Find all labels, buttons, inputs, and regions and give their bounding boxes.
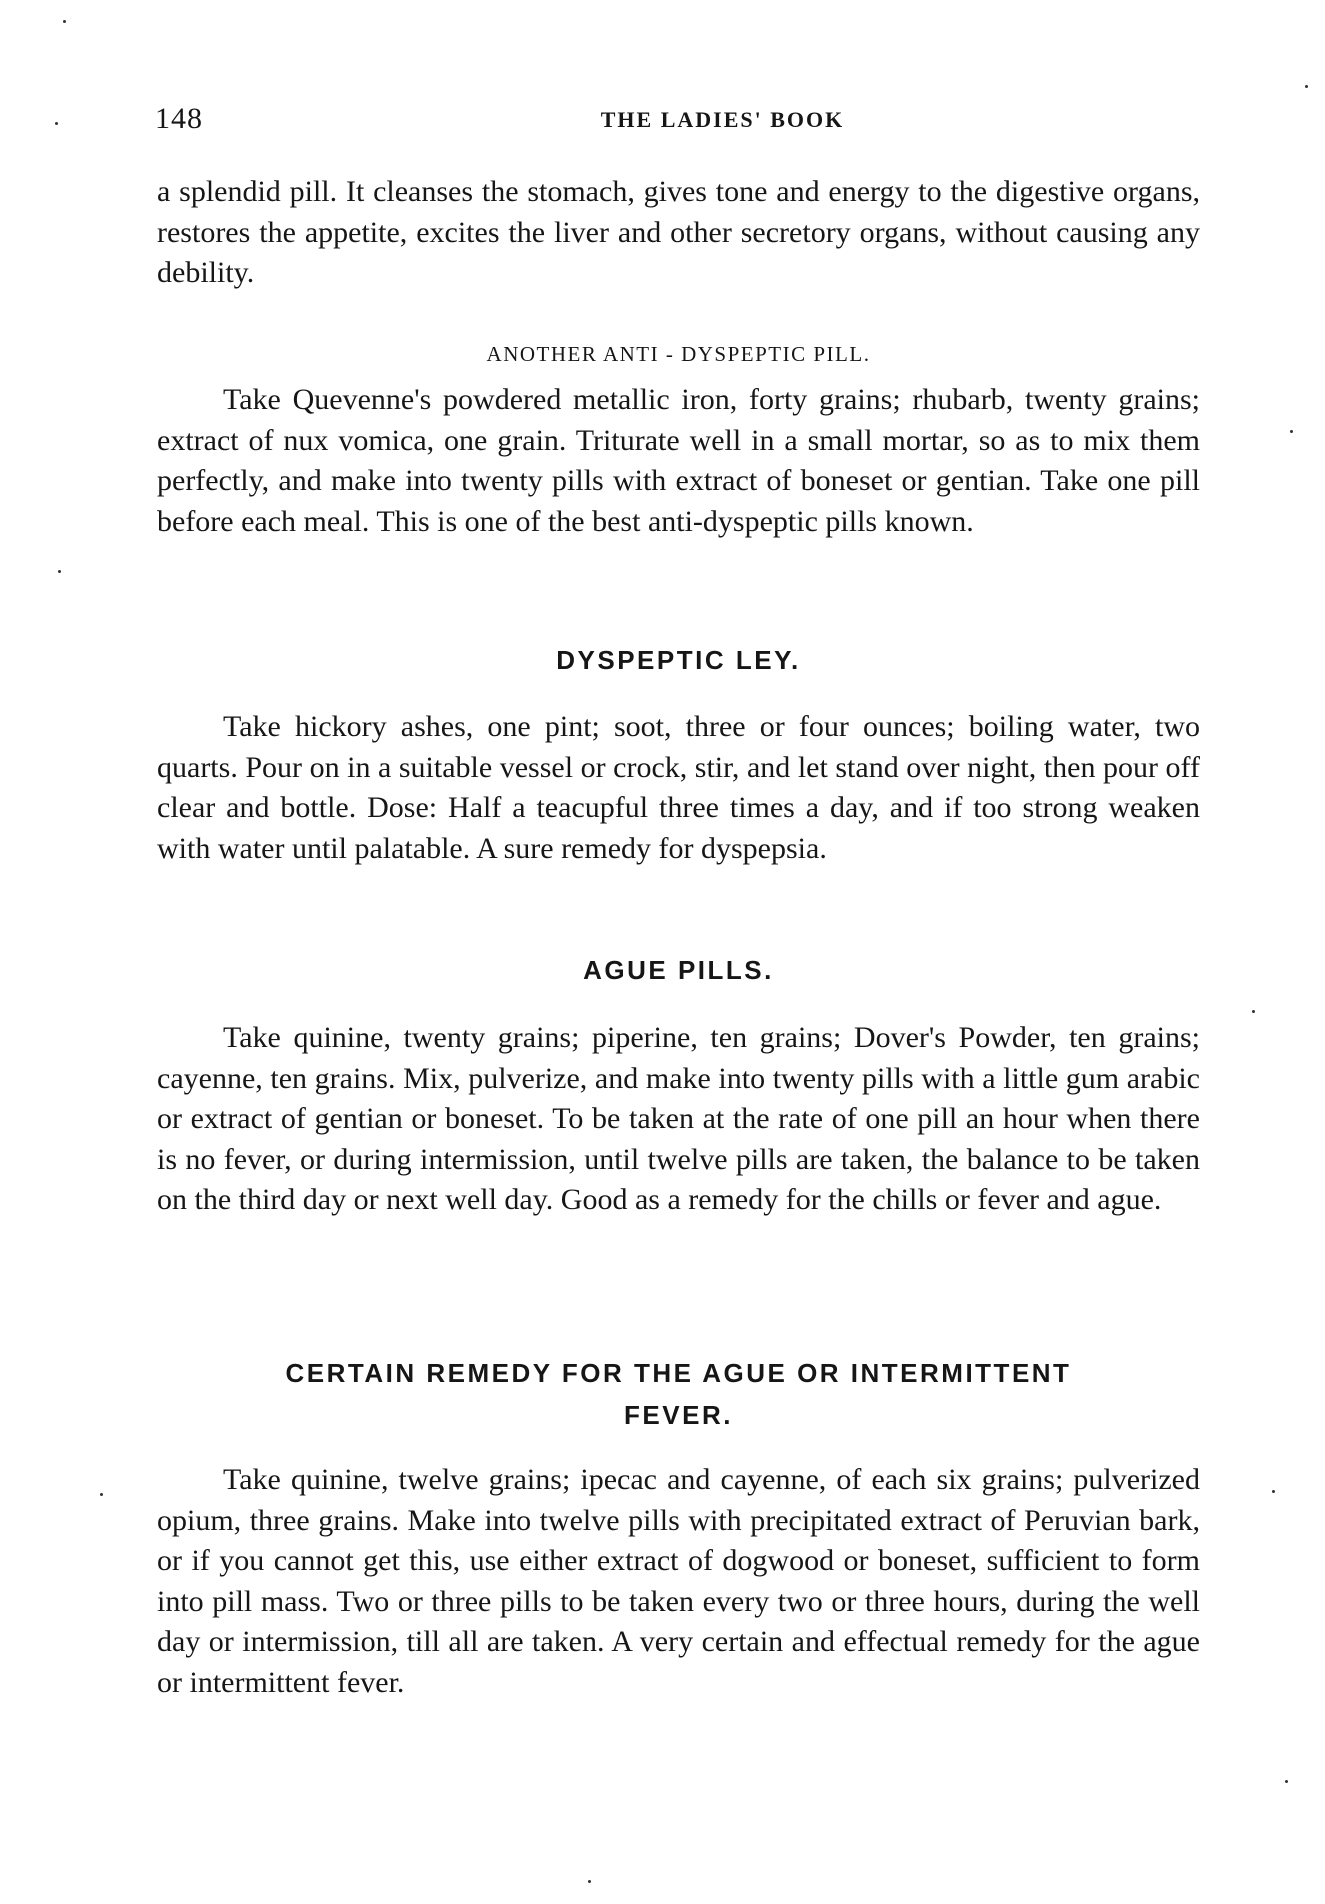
page-number: 148	[155, 102, 203, 135]
scan-speck	[1272, 1490, 1275, 1493]
scan-speck	[63, 20, 66, 23]
recipe-paragraph: Take quinine, twelve grains; ipecac and cayenne, of each six grains; pulverized opium, three grains. Make into twelve pills with precipitated extract of Peruvian bark, or if you cannot get this, use either extract of dogwood or boneset, sufficient to form into pill mass. Two or three pills to be taken every two or three hours, during the well day or intermission, till all are taken. A very certain and effectual remedy for the ague or intermittent fever.	[157, 1463, 1200, 1699]
scan-speck	[58, 570, 61, 573]
recipe-ague-remedy	[157, 1460, 1200, 1703]
scan-speck	[55, 122, 58, 125]
scan-speck	[1305, 85, 1308, 88]
scan-speck	[588, 1880, 591, 1883]
running-head	[155, 102, 1200, 142]
scan-speck	[1290, 430, 1293, 433]
scan-speck	[1285, 1780, 1288, 1783]
recipe-ague-pills	[157, 1018, 1200, 1221]
recipe-paragraph: Take hickory ashes, one pint; soot, three or four ounces; boiling water, two quarts. Pour on in a suitable vessel or crock, stir, and let stand over night, then pour off clear and bottle. Dose: Half a teacupful three times a day, and if too strong weaken with water until palatable. A sure remedy for dyspepsia.	[157, 710, 1200, 865]
recipe-paragraph: Take quinine, twenty grains; piperine, ten grains; Dover's Powder, ten grains; cayenne, ten grains. Mix, pulverize, and make into twenty pills with a little gum arabic or extract of gentian or boneset. To be taken at the rate of one pill an hour when there is no fever, or during intermission, until twelve pills are taken, the balance to be taken on the third day or next well day. Good as a remedy for the chills or fever and ague.	[157, 1021, 1200, 1216]
recipe-heading-dyspeptic-ley: DYSPEPTIC LEY.	[556, 645, 801, 675]
continuation-block	[157, 172, 1200, 294]
continuation-paragraph: a splendid pill. It cleanses the stomach, gives tone and energy to the digestive organs, restores the appetite, excites the liver and other secretory organs, without causing any debility.	[157, 175, 1200, 289]
recipe-paragraph: Take Quevenne's powdered metallic iron, forty grains; rhubarb, twenty grains; extract of nux vomica, one grain. Triturate well in a small mortar, so as to mix them perfectly, and make into twenty pills with extract of boneset or gentian. Take one pill before each meal. This is one of the best anti-dyspeptic pills known.	[157, 383, 1200, 538]
recipe-heading-anti-dyspeptic-pill: ANOTHER ANTI - DYSPEPTIC PILL.	[486, 342, 871, 366]
scan-speck	[1252, 1010, 1255, 1013]
book-title: THE LADIES' BOOK	[600, 107, 845, 132]
recipe-heading-ague-pills: AGUE PILLS.	[583, 955, 774, 985]
recipe-heading-ague-remedy-line1: CERTAIN REMEDY FOR THE AGUE OR INTERMITTENT	[285, 1358, 1072, 1388]
recipe-dyspeptic-ley	[157, 707, 1200, 869]
recipe-anti-dyspeptic-pill	[157, 380, 1200, 542]
recipe-heading-ague-remedy-line2: FEVER.	[624, 1400, 733, 1430]
scan-speck	[100, 1493, 103, 1496]
